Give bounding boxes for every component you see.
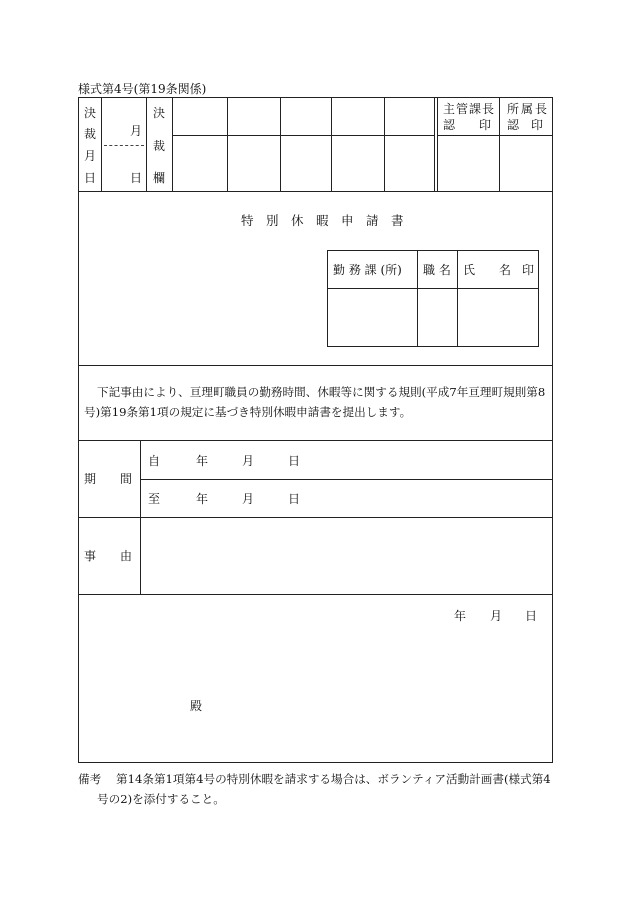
reason-label: 事 由 [84, 549, 133, 563]
seal-label: 印 [522, 263, 535, 277]
approval-row-bottom [78, 191, 553, 192]
chief-label: 主管課長 [443, 102, 496, 116]
form-label: 様式第4号(第19条関係) [78, 82, 207, 96]
decision-day-label: 日 [130, 171, 143, 185]
form-frame [78, 97, 553, 763]
addressee-suffix: 殿 [190, 699, 203, 713]
decision-col-sai: 裁 [153, 139, 166, 153]
approval-stamp-box[interactable] [228, 98, 279, 134]
statement-line1: 下記事由により、亘理町職員の勤務時間、休暇等に関する規則(平成7年亘理町規則第8 [97, 385, 546, 399]
approval-stamp-box[interactable] [281, 98, 330, 134]
chief-seal-label: 認 印 [443, 118, 492, 132]
name-field[interactable] [458, 289, 538, 346]
position-label: 職 名 [423, 263, 451, 277]
approval-stamp-box[interactable] [173, 98, 226, 134]
date-month: 月 [490, 609, 503, 623]
note-label: 備考 [78, 772, 102, 786]
period-to-month: 月 [242, 492, 255, 506]
period-to-year: 年 [196, 492, 209, 506]
decision-month-label: 月 [130, 124, 143, 138]
approval-stamp-box[interactable] [332, 98, 383, 134]
decision-date-sai: 裁 [84, 127, 97, 141]
dept-label: 勤 務 課 (所) [333, 263, 402, 277]
note-line2: 号の2)を添付すること。 [97, 792, 225, 806]
decision-col-ran: 欄 [153, 171, 166, 185]
name-label: 氏 名 [463, 263, 512, 277]
period-to-day: 日 [288, 492, 301, 506]
date-day: 日 [525, 609, 538, 623]
period-to-field[interactable] [141, 480, 552, 516]
period-from-month: 月 [242, 454, 255, 468]
period-from-prefix: 自 [148, 454, 161, 468]
period-from-field[interactable] [141, 441, 552, 478]
dept-field[interactable] [328, 289, 416, 346]
period-to-prefix: 至 [148, 492, 161, 506]
form-title: 特 別 休 暇 申 請 書 [241, 213, 404, 228]
office-head-seal-label: 認 印 [507, 118, 544, 132]
date-year: 年 [454, 609, 467, 623]
office-head-label: 所属長 [507, 102, 550, 116]
reason-field[interactable] [141, 518, 552, 593]
approval-stamp-box[interactable] [385, 98, 433, 134]
decision-col-ketsu: 決 [153, 106, 166, 120]
position-field[interactable] [418, 289, 456, 346]
note-line1: 第14条第1項第4号の特別休暇を請求する場合は、ボランティア活動計画書(様式第4 [116, 772, 551, 786]
decision-date-tsuki: 月 [84, 149, 97, 163]
decision-date-ketsu: 決 [84, 106, 97, 120]
period-label: 期 間 [84, 472, 133, 486]
decision-date-hi: 日 [84, 171, 97, 185]
statement-line2: 号)第19条第1項の規定に基づき特別休暇申請書を提出します。 [84, 405, 412, 419]
period-from-day: 日 [288, 454, 301, 468]
period-from-year: 年 [196, 454, 209, 468]
